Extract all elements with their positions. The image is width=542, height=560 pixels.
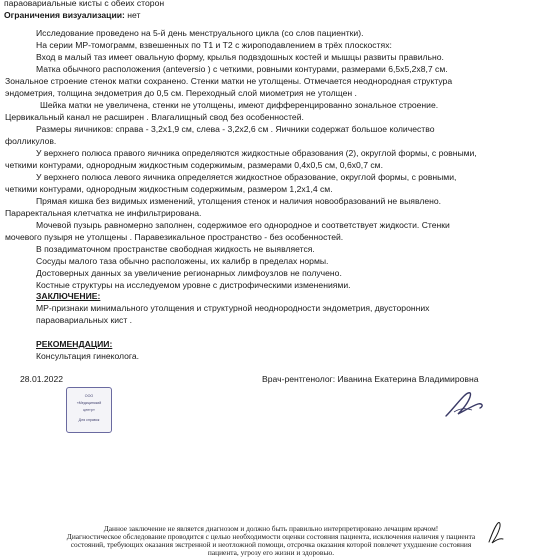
report-line: Зональное строение стенок матки сохранено. Стенки матки не утолщены. Отмечается неоднородная структура	[5, 76, 453, 86]
report-line: Сосуды малого таза обычно расположены, их калибр в пределах нормы.	[36, 256, 329, 266]
visualization-limits-label: Ограничения визуализации:	[4, 10, 125, 20]
patient-signature	[486, 520, 506, 546]
report-line: Прямая кишка без видимых изменений, утолщения стенок и наличия новообразований не выявлено.	[36, 196, 442, 206]
report-line: Костные структуры на исследуемом уровне с дистрофическими изменениями.	[36, 280, 351, 290]
report-line: Исследование проведено на 5-й день менструального цикла (со слов пациентки).	[36, 28, 364, 38]
visualization-limits-value: нет	[124, 10, 141, 20]
report-line: На серии МР-томограмм, взвешенных по Т1 и Т2 с жироподавлением в трёх плоскостях:	[36, 40, 392, 50]
report-line: Матка обычного расположения (anteversio ) с четкими, ровными контурами, размерами 6,5х5,2х8,7 см.	[36, 64, 448, 74]
conclusion-heading: ЗАКЛЮЧЕНИЕ:	[36, 291, 101, 301]
stamp-text: центр»	[83, 408, 95, 412]
report-line: фолликулов.	[5, 136, 57, 146]
disclaimer-line: Диагностическое обследование проводится с целью необходимости оценки состояния пациента, исключения наличия у пациента	[66, 532, 476, 541]
report-line: У верхнего полюса левого яичника определяется жидкостное образование, округлой формы, с ровными,	[36, 172, 457, 182]
report-line: Параректальная клетчатка не инфильтрирована.	[5, 208, 202, 218]
visualization-limits	[4, 10, 140, 21]
disclaimer-line: состояний, требующих оказания экстренной и неотложной помощи, отсрочка оказания которой повлечет ухудшение состояния	[70, 540, 472, 549]
conclusion-line: МР-признаки минимального утолщения и структурной неоднородности эндометрия, двусторонних	[36, 303, 430, 313]
report-line: Вход в малый таз имеет овальную форму, крылья подвздошных костей и мышцы развиты правильно.	[36, 52, 444, 62]
doctor-signature-line: Врач-рентгенолог: Иванина Екатерина Владимировна	[262, 374, 479, 384]
report-line: Цервикальный канал не расширен . Влагалищный свод без особенностей.	[5, 112, 304, 122]
report-line: В позадиматочном пространстве свободная жидкость не выявляется.	[36, 244, 315, 254]
doctor-signature	[442, 388, 488, 422]
previous-conclusion-line: параовариальные кисты с обеих сторон	[4, 0, 165, 8]
recommendations-line: Консультация гинеколога.	[36, 351, 140, 361]
report-line: эндометрия, толщина эндометрия до 0,5 см. Переходный слой миометрия не утолщен .	[5, 88, 357, 98]
disclaimer-line: пациента, угрозу его жизни и здоровью.	[207, 548, 335, 557]
disclaimer-line: Данное заключение не является диагнозом и должно быть правильно интерпретировано лечащим врачом!	[103, 524, 439, 533]
stamp-text: «Медицинский	[76, 401, 102, 405]
conclusion-line: параовариальных кист .	[36, 315, 133, 325]
stamp-text: Для справок	[78, 418, 100, 422]
report-line: Мочевой пузырь равномерно заполнен, содержимое его однородное и соответствует жидкости. Стенки	[36, 220, 450, 230]
report-line: Размеры яичников: справа - 3,2х1,9 см, слева - 3,2х2,6 см . Яичники содержат большое количество	[36, 124, 435, 134]
report-line: мочевого пузыря не утолщены . Паравезикальное пространство - без особенностей.	[5, 232, 344, 242]
report-date: 28.01.2022	[20, 374, 64, 384]
report-line: Шейка матки не увеличена, стенки не утолщены, имеют дифференцированно зональное строение.	[40, 100, 439, 110]
report-line: четкими контурами, однородным жидкостным содержимым, размером 1,2х1,4 см.	[5, 184, 333, 194]
report-line: четкими контурами, однородным жидкостным содержимым, размерами 0,4х0,5 см, 0,6х0,7 см.	[5, 160, 383, 170]
recommendations-heading: РЕКОМЕНДАЦИИ:	[36, 339, 113, 349]
report-line: У верхнего полюса правого яичника определяются жидкостные образования (2), округлой формы, с ровными,	[36, 148, 477, 158]
clinic-stamp	[66, 387, 112, 433]
stamp-text: ООО	[84, 394, 94, 398]
report-line: Достоверных данных за увеличение регионарных лимфоузлов не получено.	[36, 268, 342, 278]
